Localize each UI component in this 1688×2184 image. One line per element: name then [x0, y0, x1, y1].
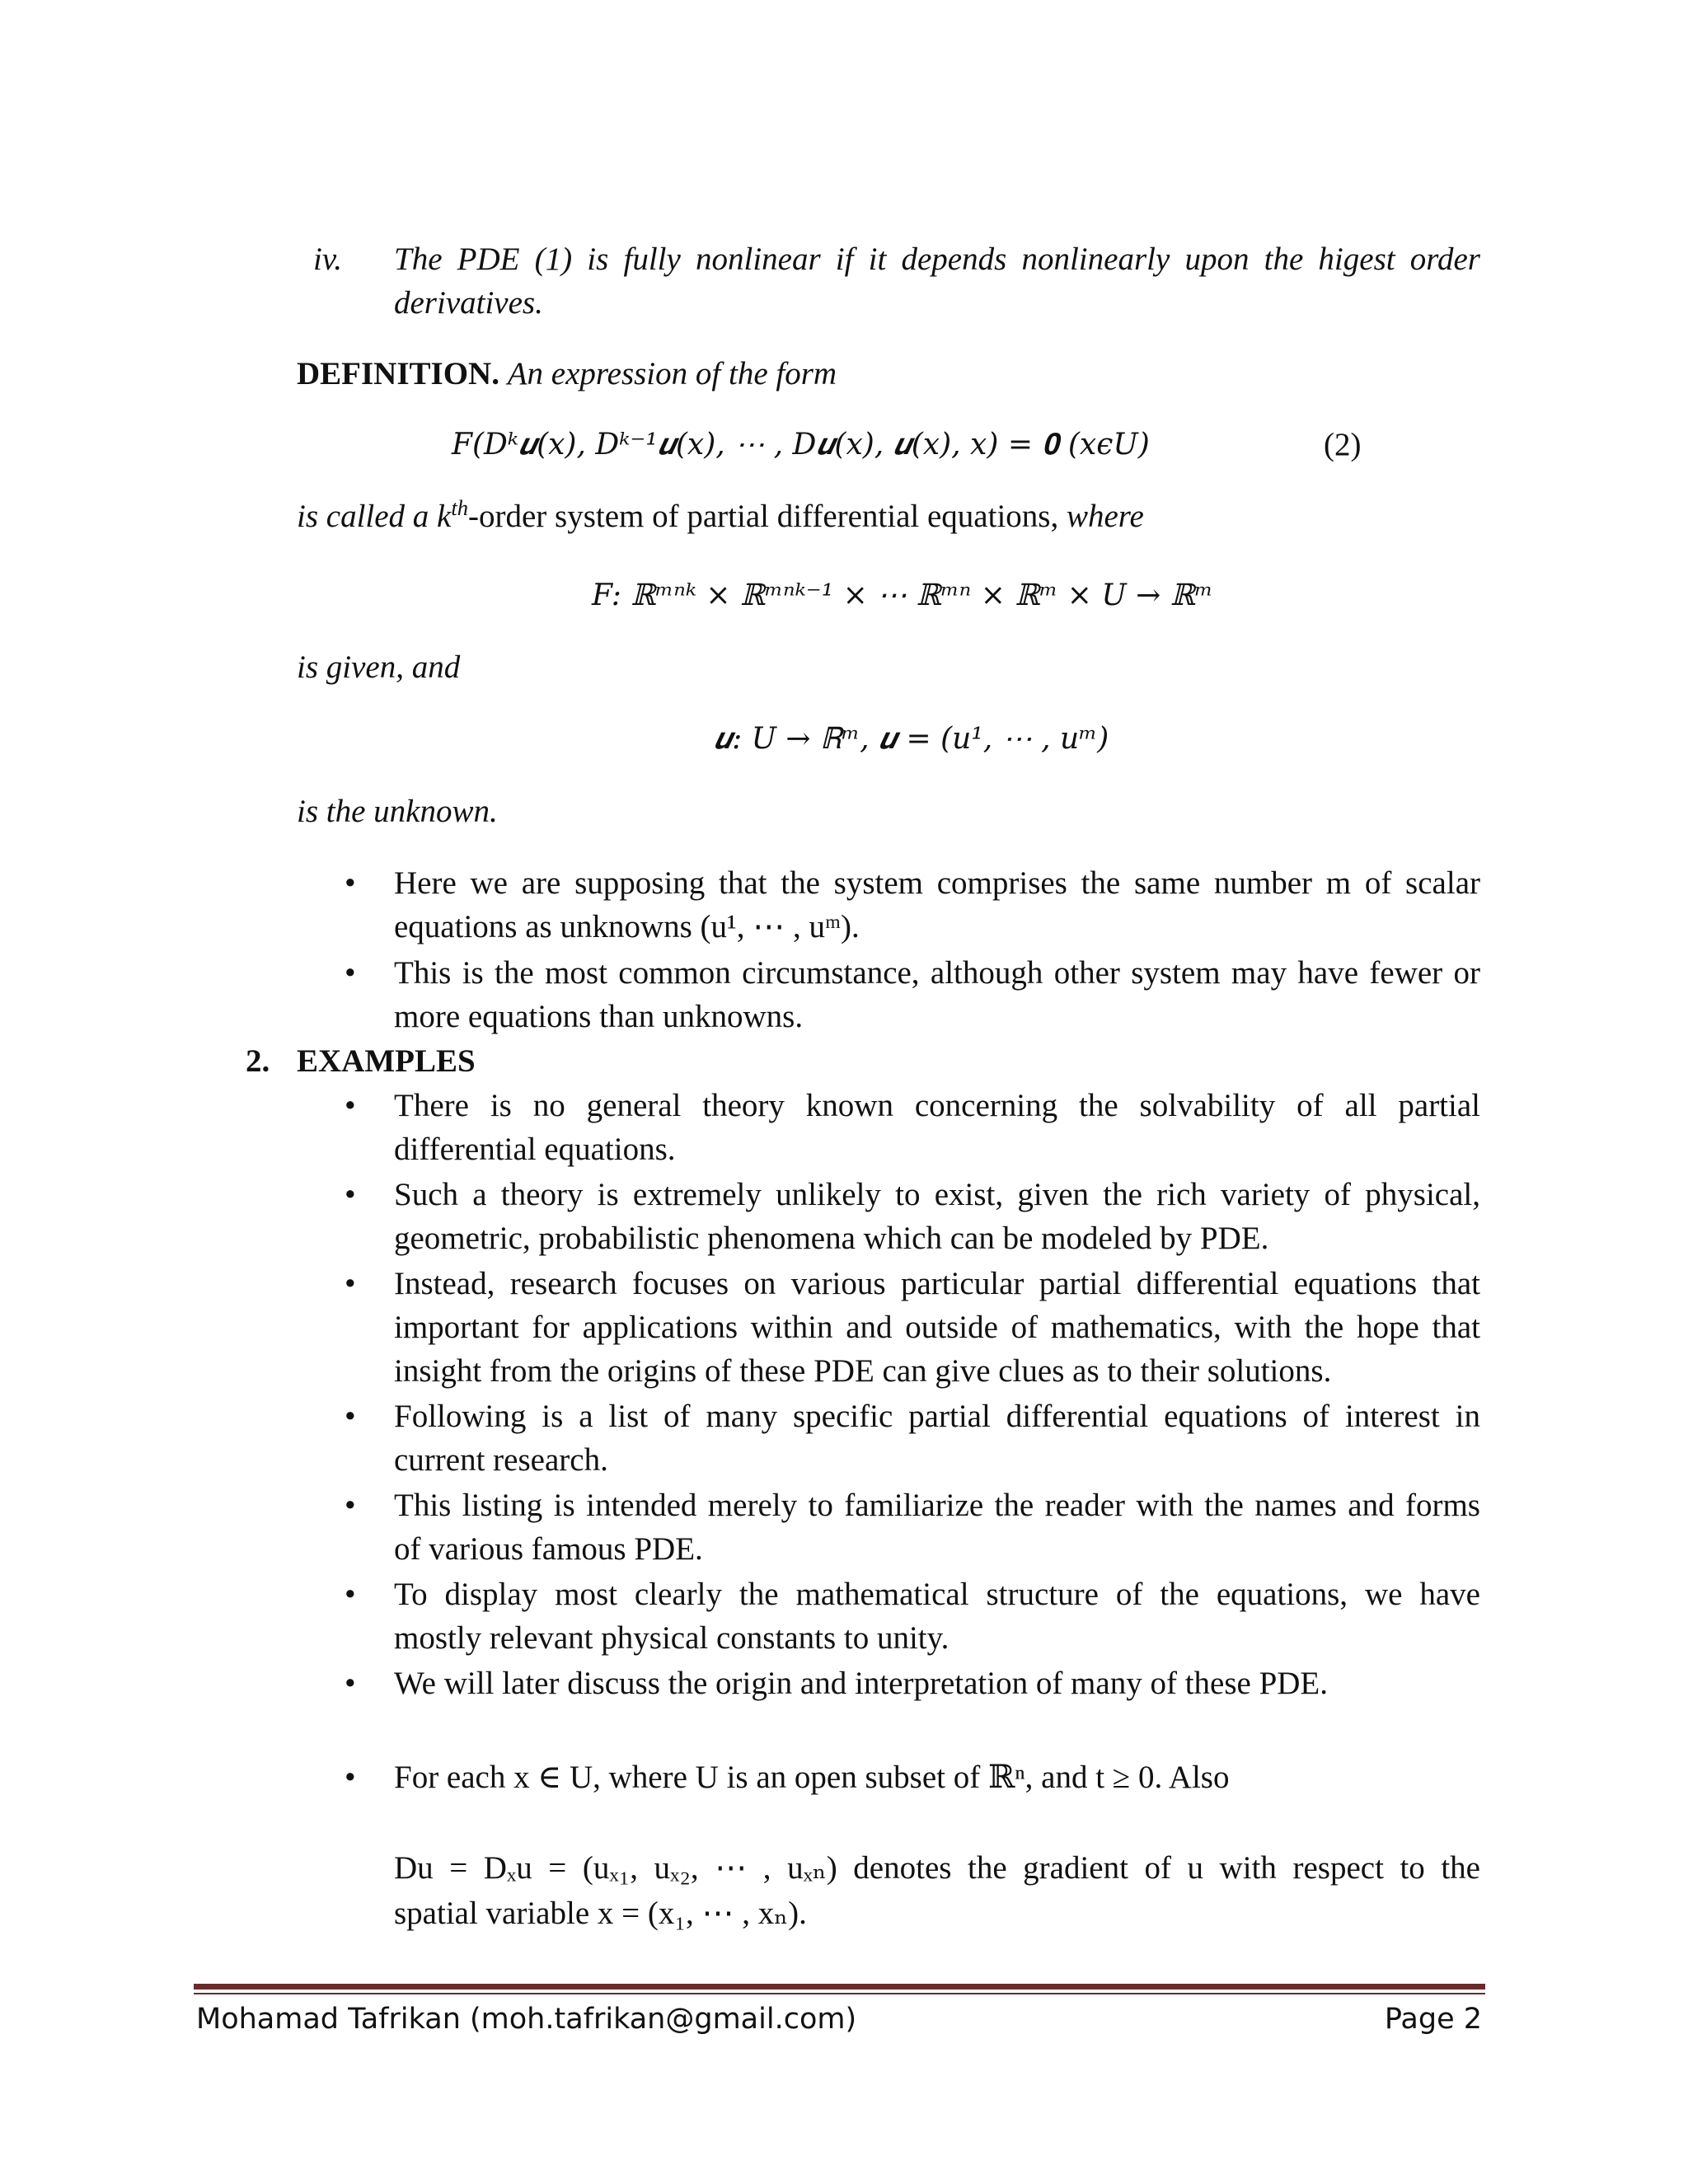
footer-page-number: Page 2: [1384, 2003, 1482, 2036]
list-item-line: equations as unknowns (u¹, ⋯ , uᵐ).: [394, 909, 860, 944]
list-item-line: We will later discuss the origin and interpretation of many of these PDE.: [394, 1666, 1328, 1701]
item-iv-line2: derivatives.: [394, 285, 543, 321]
list-item-line: Such a theory is extremely unlikely to exist, given the rich variety of physical,: [394, 1177, 1480, 1212]
definition-intro: An expression of the form: [507, 356, 837, 391]
footer-author: Mohamad Tafrikan (moh.tafrikan@gmail.com): [196, 2003, 857, 2036]
list-item-line: of various famous PDE.: [394, 1531, 703, 1567]
item-iv-line1: The PDE (1) is fully nonlinear if it depends nonlinearly upon the higest order: [394, 241, 1480, 277]
bullet-icon: •: [345, 1488, 356, 1523]
definition-paragraph: [297, 352, 837, 396]
equation-number-2: (2): [1324, 427, 1362, 462]
list-item-line: To display most clearly the mathematical structure of the equations, we have: [394, 1577, 1480, 1612]
list-item-line: Instead, research focuses on various particular partial differential equations that: [394, 1266, 1480, 1301]
list-item-line: differential equations.: [394, 1132, 676, 1167]
list-item-line: This is the most common circumstance, although other system may have fewer or: [394, 955, 1480, 991]
gradient-line1: Du = Dₓu = (uₓ₁, uₓ₂, ⋯ , uₓₙ) denotes the gradient of u with respect to the: [394, 1850, 1480, 1886]
list-item-line: Following is a list of many specific partial differential equations of interest in: [394, 1399, 1480, 1434]
bullet-icon: •: [345, 1088, 356, 1123]
gradient-line2: spatial variable x = (x₁, ⋯ , xₙ).: [394, 1896, 807, 1931]
list-marker-iv: iv.: [313, 241, 343, 277]
given-line: is given, and: [297, 649, 461, 685]
list-item-line: For each x ∈ U, where U is an open subset of ℝⁿ, and t ≥ 0. Also: [394, 1760, 1230, 1795]
called-sentence: [297, 494, 1144, 538]
called-where: where: [1066, 499, 1144, 534]
bullet-icon: •: [345, 1760, 356, 1795]
section-number: 2.: [246, 1043, 270, 1079]
footer-rule-thin: [194, 1993, 1485, 1994]
bullet-icon: •: [345, 1577, 356, 1612]
called-sup: th: [451, 495, 468, 520]
bullet-icon: •: [345, 1266, 356, 1301]
list-item-line: important for applications within and outside of mathematics, with the hope that: [394, 1310, 1480, 1345]
called-prefix: is called a k: [297, 499, 452, 534]
list-item-line: current research.: [394, 1442, 608, 1478]
list-item-line: There is no general theory known concerning the solvability of all partial: [394, 1088, 1480, 1123]
list-item-line: geometric, probabilistic phenomena which can be modeled by PDE.: [394, 1221, 1269, 1256]
unknown-equation: 𝒖: U → ℝᵐ, 𝒖 = (u¹, ⋯ , uᵐ): [714, 722, 1109, 756]
list-item-line: insight from the origins of these PDE can give clues as to their solutions.: [394, 1353, 1332, 1389]
list-item-line: mostly relevant physical constants to unity.: [394, 1620, 950, 1656]
list-item-line: more equations than unknowns.: [394, 999, 804, 1034]
bullet-icon: •: [345, 1666, 356, 1701]
definition-heading: DEFINITION.: [297, 356, 499, 391]
list-item-line: This listing is intended merely to familiarize the reader with the names and forms: [394, 1488, 1480, 1523]
bullet-icon: •: [345, 955, 356, 991]
bullet-icon: •: [345, 865, 356, 901]
footer-rule: [194, 1984, 1485, 1990]
bullet-icon: •: [345, 1399, 356, 1434]
section-heading: EXAMPLES: [297, 1043, 476, 1079]
called-mid: -order system of partial differential equations,: [468, 499, 1059, 534]
list-item-line: Here we are supposing that the system comprises the same number m of scalar: [394, 865, 1480, 901]
bullet-icon: •: [345, 1177, 356, 1212]
map-equation: F: ℝᵐⁿᵏ × ℝᵐⁿᵏ⁻¹ × ⋯ ℝᵐⁿ × ℝᵐ × U → ℝᵐ: [592, 579, 1213, 612]
unknown-line: is the unknown.: [297, 794, 498, 829]
equation-2: F(Dᵏ𝒖(x), Dᵏ⁻¹𝒖(x), ⋯ , D𝒖(x), 𝒖(x), x) = 𝟎 (xϵU): [452, 428, 1150, 462]
